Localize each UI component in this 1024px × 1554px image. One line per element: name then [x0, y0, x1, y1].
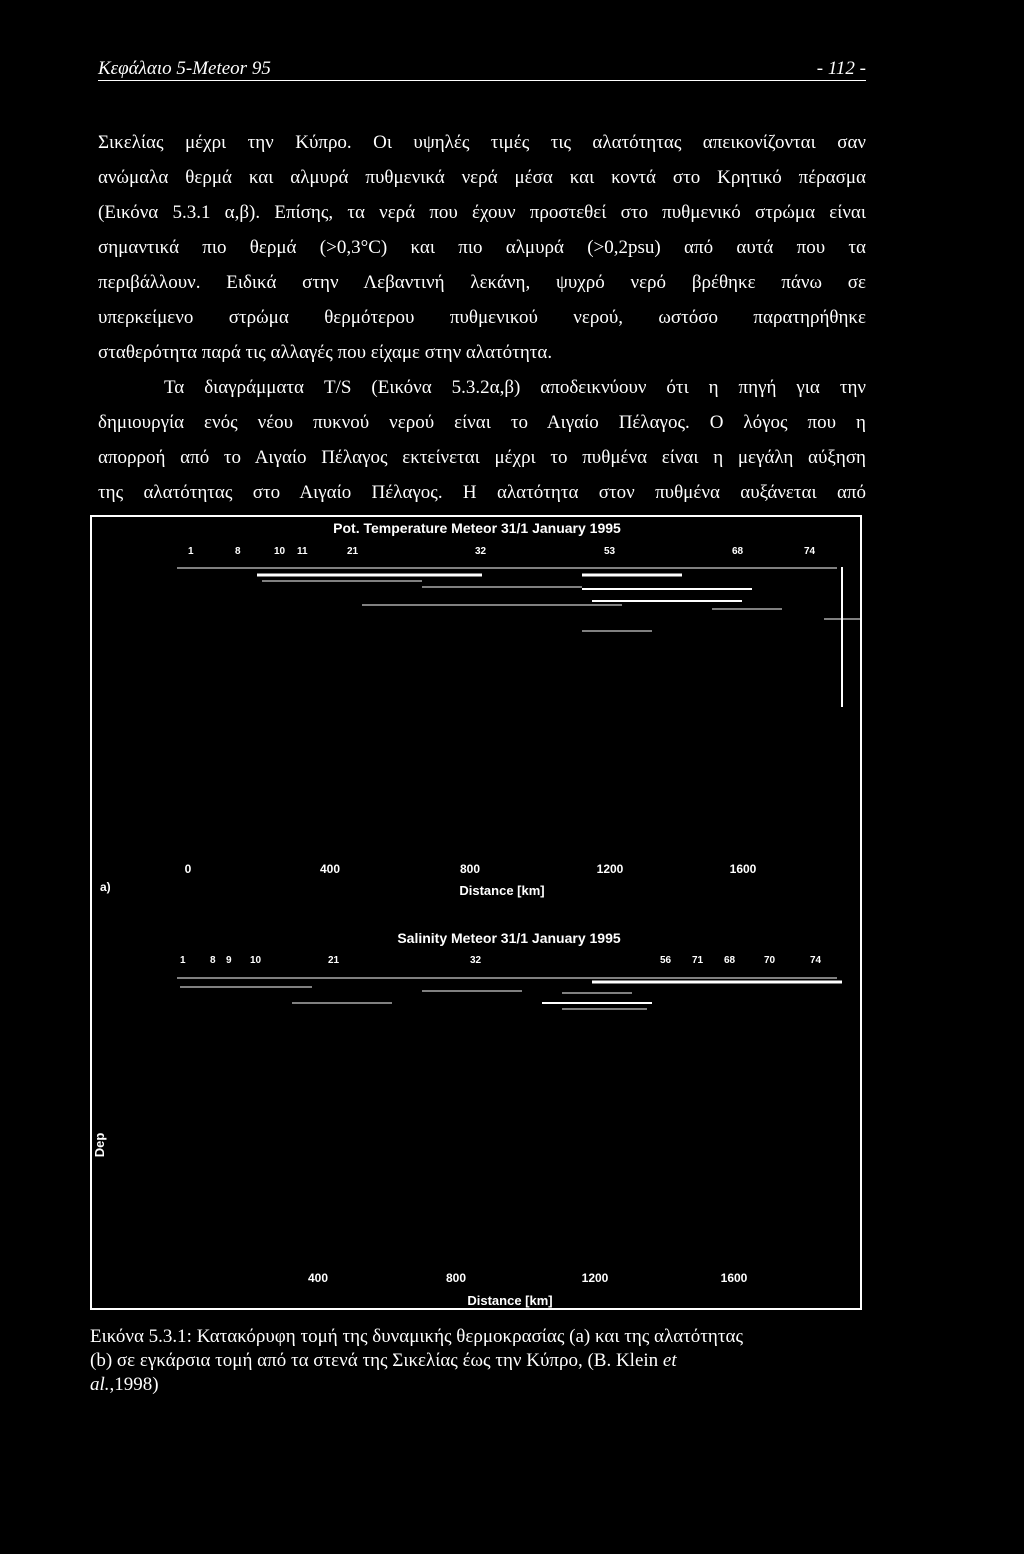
station-label: 10 — [250, 955, 262, 966]
page-header — [98, 58, 866, 84]
station-label: 21 — [328, 955, 340, 966]
salinity-isolines — [177, 978, 842, 1009]
x-tick: 1600 — [729, 862, 757, 876]
panel-b-title: Salinity Meteor 31/1 January 1995 — [397, 930, 621, 946]
caption-etal: al. — [90, 1374, 110, 1395]
x-tick: 1200 — [596, 862, 624, 876]
text-line: περιβάλλουν. Ειδικά στην Λεβαντινή λεκάνη, ψυχρό νερό βρέθηκε πάνω σε — [98, 272, 866, 293]
text-line: της αλατότητας στο Αιγαίο Πέλαγος. Η αλατότητα στον πυθμένα αυξάνεται από — [98, 482, 866, 503]
panel-a-xlabel: Distance [km] — [459, 883, 545, 898]
station-label: 32 — [475, 546, 487, 557]
text-line: σημαντικά πιο θερμά (>0,3°C) και πιο αλμυρά (>0,2psu) από αυτά που τα — [98, 237, 866, 258]
page-number: - 112 - — [816, 58, 866, 79]
panel-a-title: Pot. Temperature Meteor 31/1 January 1995 — [333, 520, 621, 536]
x-tick: 800 — [445, 1271, 467, 1285]
station-label: 56 — [660, 955, 672, 966]
text-line: απορροή από το Αιγαίο Πέλαγος εκτείνεται μέχρι το πυθμένα είναι η μεγάλη αύξηση — [98, 447, 866, 468]
x-tick: 1600 — [720, 1271, 748, 1285]
caption-text: (b) σε εγκάρσια τομή από τα στενά της Σικελίας έως την Κύπρο, (B. Klein — [90, 1350, 663, 1371]
header-rule — [98, 80, 866, 81]
text-line: δημιουργία ενός νέου πυκνού νερού είναι το Αιγαίο Πέλαγος. Ο λόγος που η — [98, 412, 866, 433]
panel-a-label: a) — [100, 880, 111, 894]
station-label: 68 — [732, 546, 744, 557]
station-label: 8 — [210, 955, 216, 966]
text-line: Σικελίας μέχρι την Κύπρο. Οι υψηλές τιμές τις αλατότητας απεικονίζονται σαν — [98, 132, 866, 153]
text-line: (Εικόνα 5.3.1 α,β). Επίσης, τα νερά που έχουν προστεθεί στο πυθμενικό στρώμα είναι — [98, 202, 866, 223]
station-label: 74 — [810, 955, 822, 966]
station-label: 1 — [188, 546, 194, 557]
station-label: 70 — [764, 955, 776, 966]
station-label: 32 — [470, 955, 482, 966]
figure-svg — [92, 517, 860, 1308]
station-label: 10 — [274, 546, 286, 557]
caption-line — [90, 1349, 870, 1373]
station-label: 74 — [804, 546, 816, 557]
body-text — [98, 125, 866, 510]
panel-b-ylabel: Dep — [92, 1132, 107, 1158]
x-tick: 400 — [307, 1271, 329, 1285]
x-tick: 800 — [459, 862, 481, 876]
station-label: 8 — [235, 546, 241, 557]
text-line: υπερκείμενο στρώμα θερμότερου πυθμενικού νερού, ωστόσο παρατηρήθηκε — [98, 307, 866, 328]
text-line: ανώμαλα θερμά και αλμυρά πυθμενικά νερά μέσα και κοντά στο Κρητικό πέρασμα — [98, 167, 866, 188]
text-line: Τα διαγράμματα T/S (Εικόνα 5.3.2α,β) αποδεικνύουν ότι η πηγή για την — [164, 377, 866, 398]
caption-year: ,1998) — [109, 1374, 159, 1395]
chapter-title: Κεφάλαιο 5-Meteor 95 — [98, 58, 271, 79]
figure-caption — [90, 1325, 870, 1397]
station-label: 21 — [347, 546, 359, 557]
x-tick: 0 — [184, 862, 192, 876]
x-tick: 1200 — [581, 1271, 609, 1285]
station-label: 68 — [724, 955, 736, 966]
x-tick: 400 — [319, 862, 341, 876]
text-line: σταθερότητα παρά τις αλλαγές που είχαμε στην αλατότητα. — [98, 342, 553, 363]
station-label: 71 — [692, 955, 704, 966]
caption-line: Εικόνα 5.3.1: Κατακόρυφη τομή της δυναμικής θερμοκρασίας (a) και της αλατότητας — [90, 1326, 743, 1347]
station-label: 53 — [604, 546, 616, 557]
figure-sections — [90, 515, 862, 1310]
caption-etal: et — [662, 1350, 677, 1371]
station-label: 11 — [297, 546, 308, 557]
temperature-isolines — [177, 567, 860, 707]
station-label: 1 — [180, 955, 186, 966]
panel-b-xlabel: Distance [km] — [467, 1293, 553, 1308]
caption-line — [90, 1373, 870, 1397]
station-label: 9 — [226, 955, 232, 966]
